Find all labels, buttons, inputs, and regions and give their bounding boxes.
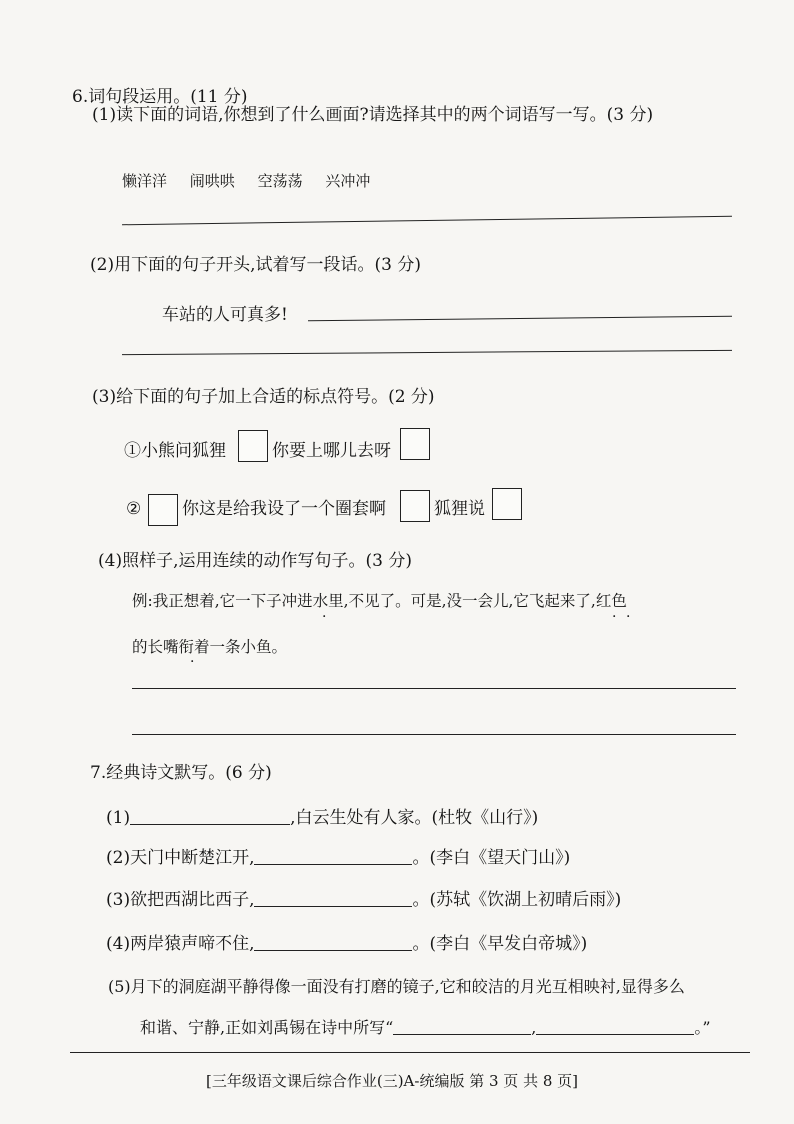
punctuation-box-1[interactable]: [238, 430, 268, 462]
sentence-1-part-b: 你要上哪儿去呀: [272, 441, 391, 461]
q7-title: 7.经典诗文默写。(6 分): [90, 763, 272, 783]
word-list: [122, 170, 388, 192]
emphasis-dot: ·: [626, 609, 631, 625]
word-3: 空荡荡: [257, 172, 303, 190]
answer-line-p1[interactable]: [122, 216, 732, 226]
answer-line-p2b[interactable]: [122, 350, 732, 355]
sentence-starter: 车站的人可真多!: [162, 305, 288, 325]
punctuation-box-5[interactable]: [492, 488, 522, 520]
sentence-2-part-a: 你这是给我设了一个圈套啊: [182, 499, 386, 519]
answer-line-p4a[interactable]: [132, 688, 736, 689]
word-2: 闹哄哄: [189, 172, 235, 190]
word-1: 懒洋洋: [122, 172, 168, 190]
sentence-2-number: ②: [126, 499, 142, 519]
poem-blank-4[interactable]: [254, 932, 412, 951]
sentence-2-part-b: 狐狸说: [434, 499, 485, 519]
sentence-1-part-a: ①小熊问狐狸: [124, 441, 226, 461]
poem-blank-2[interactable]: [254, 846, 412, 865]
poem-blank-1[interactable]: [130, 806, 290, 825]
q6-part3-prompt: (3)给下面的句子加上合适的标点符号。(2 分): [92, 387, 435, 407]
word-4: 兴冲冲: [325, 172, 371, 190]
poem-item-4: (4)两岸猿声啼不住, 。(李白《早发白帝城》): [106, 934, 588, 954]
example-line-2: 的长嘴衔着一条小鱼。: [132, 638, 288, 656]
q6-part4-prompt: (4)照样子,运用连续的动作写句子。(3 分): [98, 551, 412, 571]
q6-part2-prompt: (2)用下面的句子开头,试着写一段话。(3 分): [90, 255, 421, 275]
poem-blank-3[interactable]: [254, 888, 412, 907]
footer-divider: [70, 1052, 750, 1053]
emphasis-dot: ·: [612, 609, 617, 625]
punctuation-box-3[interactable]: [148, 494, 178, 526]
poem-blank-5a[interactable]: [393, 1016, 531, 1035]
punctuation-box-2[interactable]: [400, 428, 430, 460]
poem-item-5-line-1: (5)月下的洞庭湖平静得像一面没有打磨的镜子,它和皎洁的月光互相映衬,显得多么: [108, 977, 685, 996]
poem-blank-5b[interactable]: [536, 1016, 694, 1035]
emphasis-dot: ·: [322, 609, 327, 625]
poem-item-1: (1) ,白云生处有人家。(杜牧《山行》): [106, 808, 539, 828]
answer-line-p4b[interactable]: [132, 734, 736, 735]
poem-item-5-line-2: 和谐、宁静,正如刘禹锡在诗中所写“ , 。”: [140, 1018, 711, 1037]
punctuation-box-4[interactable]: [400, 490, 430, 522]
emphasis-dot: ·: [190, 654, 195, 670]
poem-item-2: (2)天门中断楚江开, 。(李白《望天门山》): [106, 848, 571, 868]
page-footer: [三年级语文课后综合作业(三)A-统编版 第 3 页 共 8 页]: [206, 1072, 579, 1090]
example-line-1: 例:我正想着,它一下子冲进水里,不见了。可是,没一会儿,它飞起来了,红色: [132, 592, 627, 610]
poem-item-3: (3)欲把西湖比西子, 。(苏轼《饮湖上初晴后雨》): [106, 890, 622, 910]
q6-title: 6.词句段运用。(11 分): [72, 87, 248, 107]
answer-line-p2a[interactable]: [308, 316, 732, 321]
q6-part1-prompt: (1)读下面的词语,你想到了什么画面?请选择其中的两个词语写一写。(3 分): [92, 105, 654, 125]
